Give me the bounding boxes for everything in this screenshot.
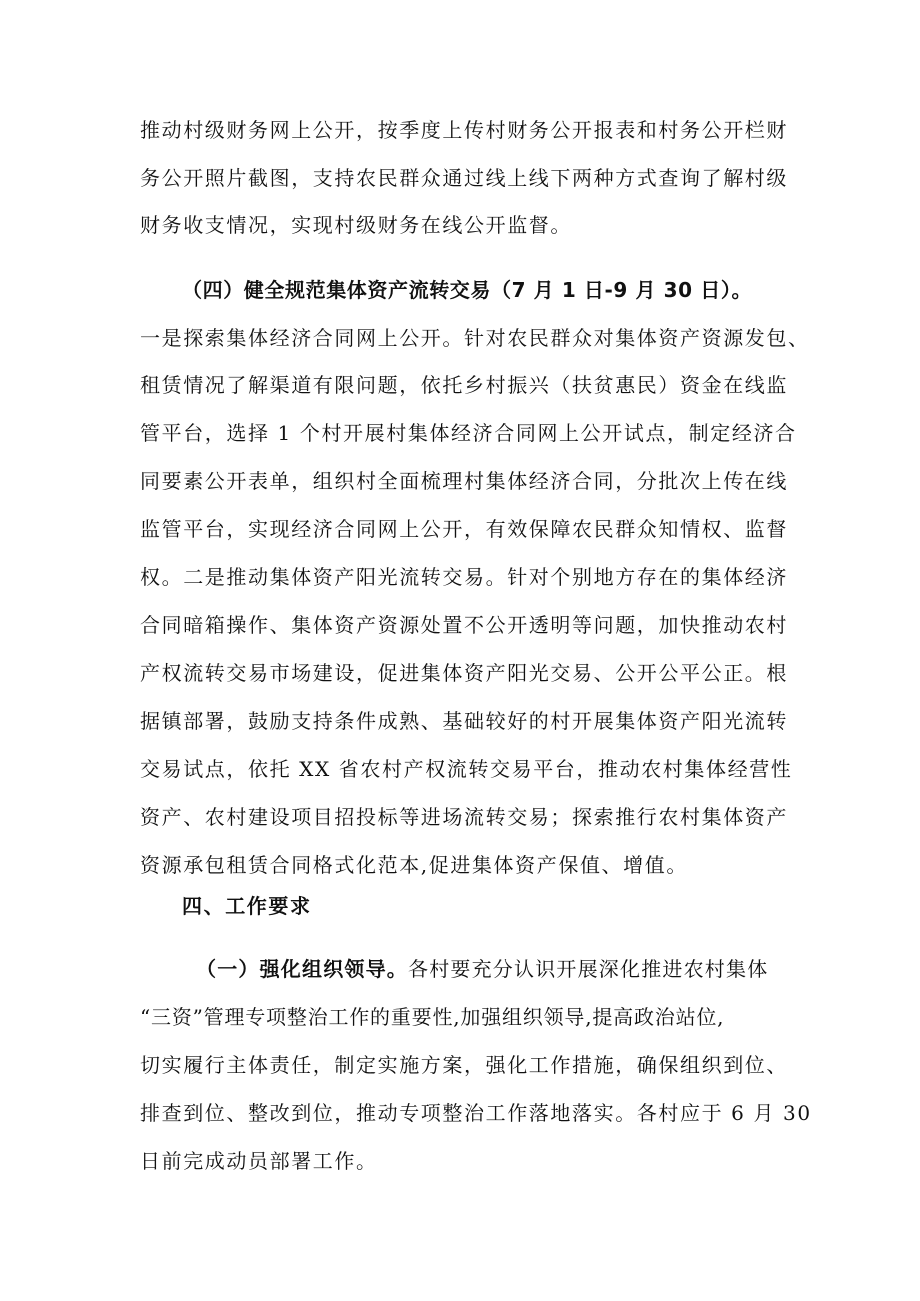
- para2-line-8: 产权流转交易市场建设，促进集体资产阳光交易、公开公平公正。根: [140, 661, 788, 685]
- para3-line-3: 排查到位、整改到位，推动专项整治工作落地落实。各村应于 6 月 30: [140, 1101, 812, 1125]
- para2-line-12: 资源承包租赁合同格式化范本,促进集体资产保值、增值。: [140, 853, 688, 877]
- section-4-heading: 四、工作要求: [182, 894, 312, 918]
- para3-line-2: 切实履行主体责任，制定实施方案，强化工作措施，确保组织到位、: [140, 1053, 788, 1077]
- para1-line-1: 推动村级财务网上公开，按季度上传村财务公开报表和村务公开栏财: [140, 118, 788, 142]
- para2-line-1: 一是探索集体经济合同网上公开。针对农民群众对集体资产资源发包、: [140, 326, 810, 350]
- para2-line-4: 同要素公开表单，组织村全面梳理村集体经济合同，分批次上传在线: [140, 469, 788, 493]
- para3-line-1: “三资”管理专项整治工作的重要性,加强组织领导,提高政治站位,: [140, 1005, 725, 1029]
- item1-first-line: [196, 956, 768, 982]
- para2-line-6: 权。二是推动集体资产阳光流转交易。针对个别地方存在的集体经济: [140, 565, 788, 589]
- para2-line-2: 租赁情况了解渠道有限问题，依托乡村振兴（扶贫惠民）资金在线监: [140, 373, 788, 397]
- item1-first-text: 各村要充分认识开展深化推进农村集体: [408, 957, 769, 981]
- para2-line-10: 交易试点，依托 XX 省农村产权流转交易平台，推动农村集体经营性: [140, 757, 793, 781]
- para3-line-4: 日前完成动员部署工作。: [140, 1149, 378, 1173]
- para2-line-9: 据镇部署，鼓励支持条件成熟、基础较好的村开展集体资产阳光流转: [140, 709, 788, 733]
- para2-line-11: 资产、农村建设项目招投标等进场流转交易；探索推行农村集体资产: [140, 805, 788, 829]
- para2-line-3: 管平台，选择 1 个村开展村集体经济合同网上公开试点，制定经济合: [140, 421, 797, 445]
- para2-line-5: 监管平台，实现经济合同网上公开，有效保障农民群众知情权、监督: [140, 517, 788, 541]
- subheading-4: （四）健全规范集体资产流转交易（7 月 1 日-9 月 30 日）。: [182, 278, 753, 302]
- para1-line-3: 财务收支情况，实现村级财务在线公开监督。: [140, 213, 572, 237]
- para2-line-7: 合同暗箱操作、集体资产资源处置不公开透明等问题，加快推动农村: [140, 613, 788, 637]
- para1-line-2: 务公开照片截图，支持农民群众通过线上线下两种方式查询了解村级: [140, 166, 788, 190]
- item1-title: （一）强化组织领导。: [196, 957, 408, 981]
